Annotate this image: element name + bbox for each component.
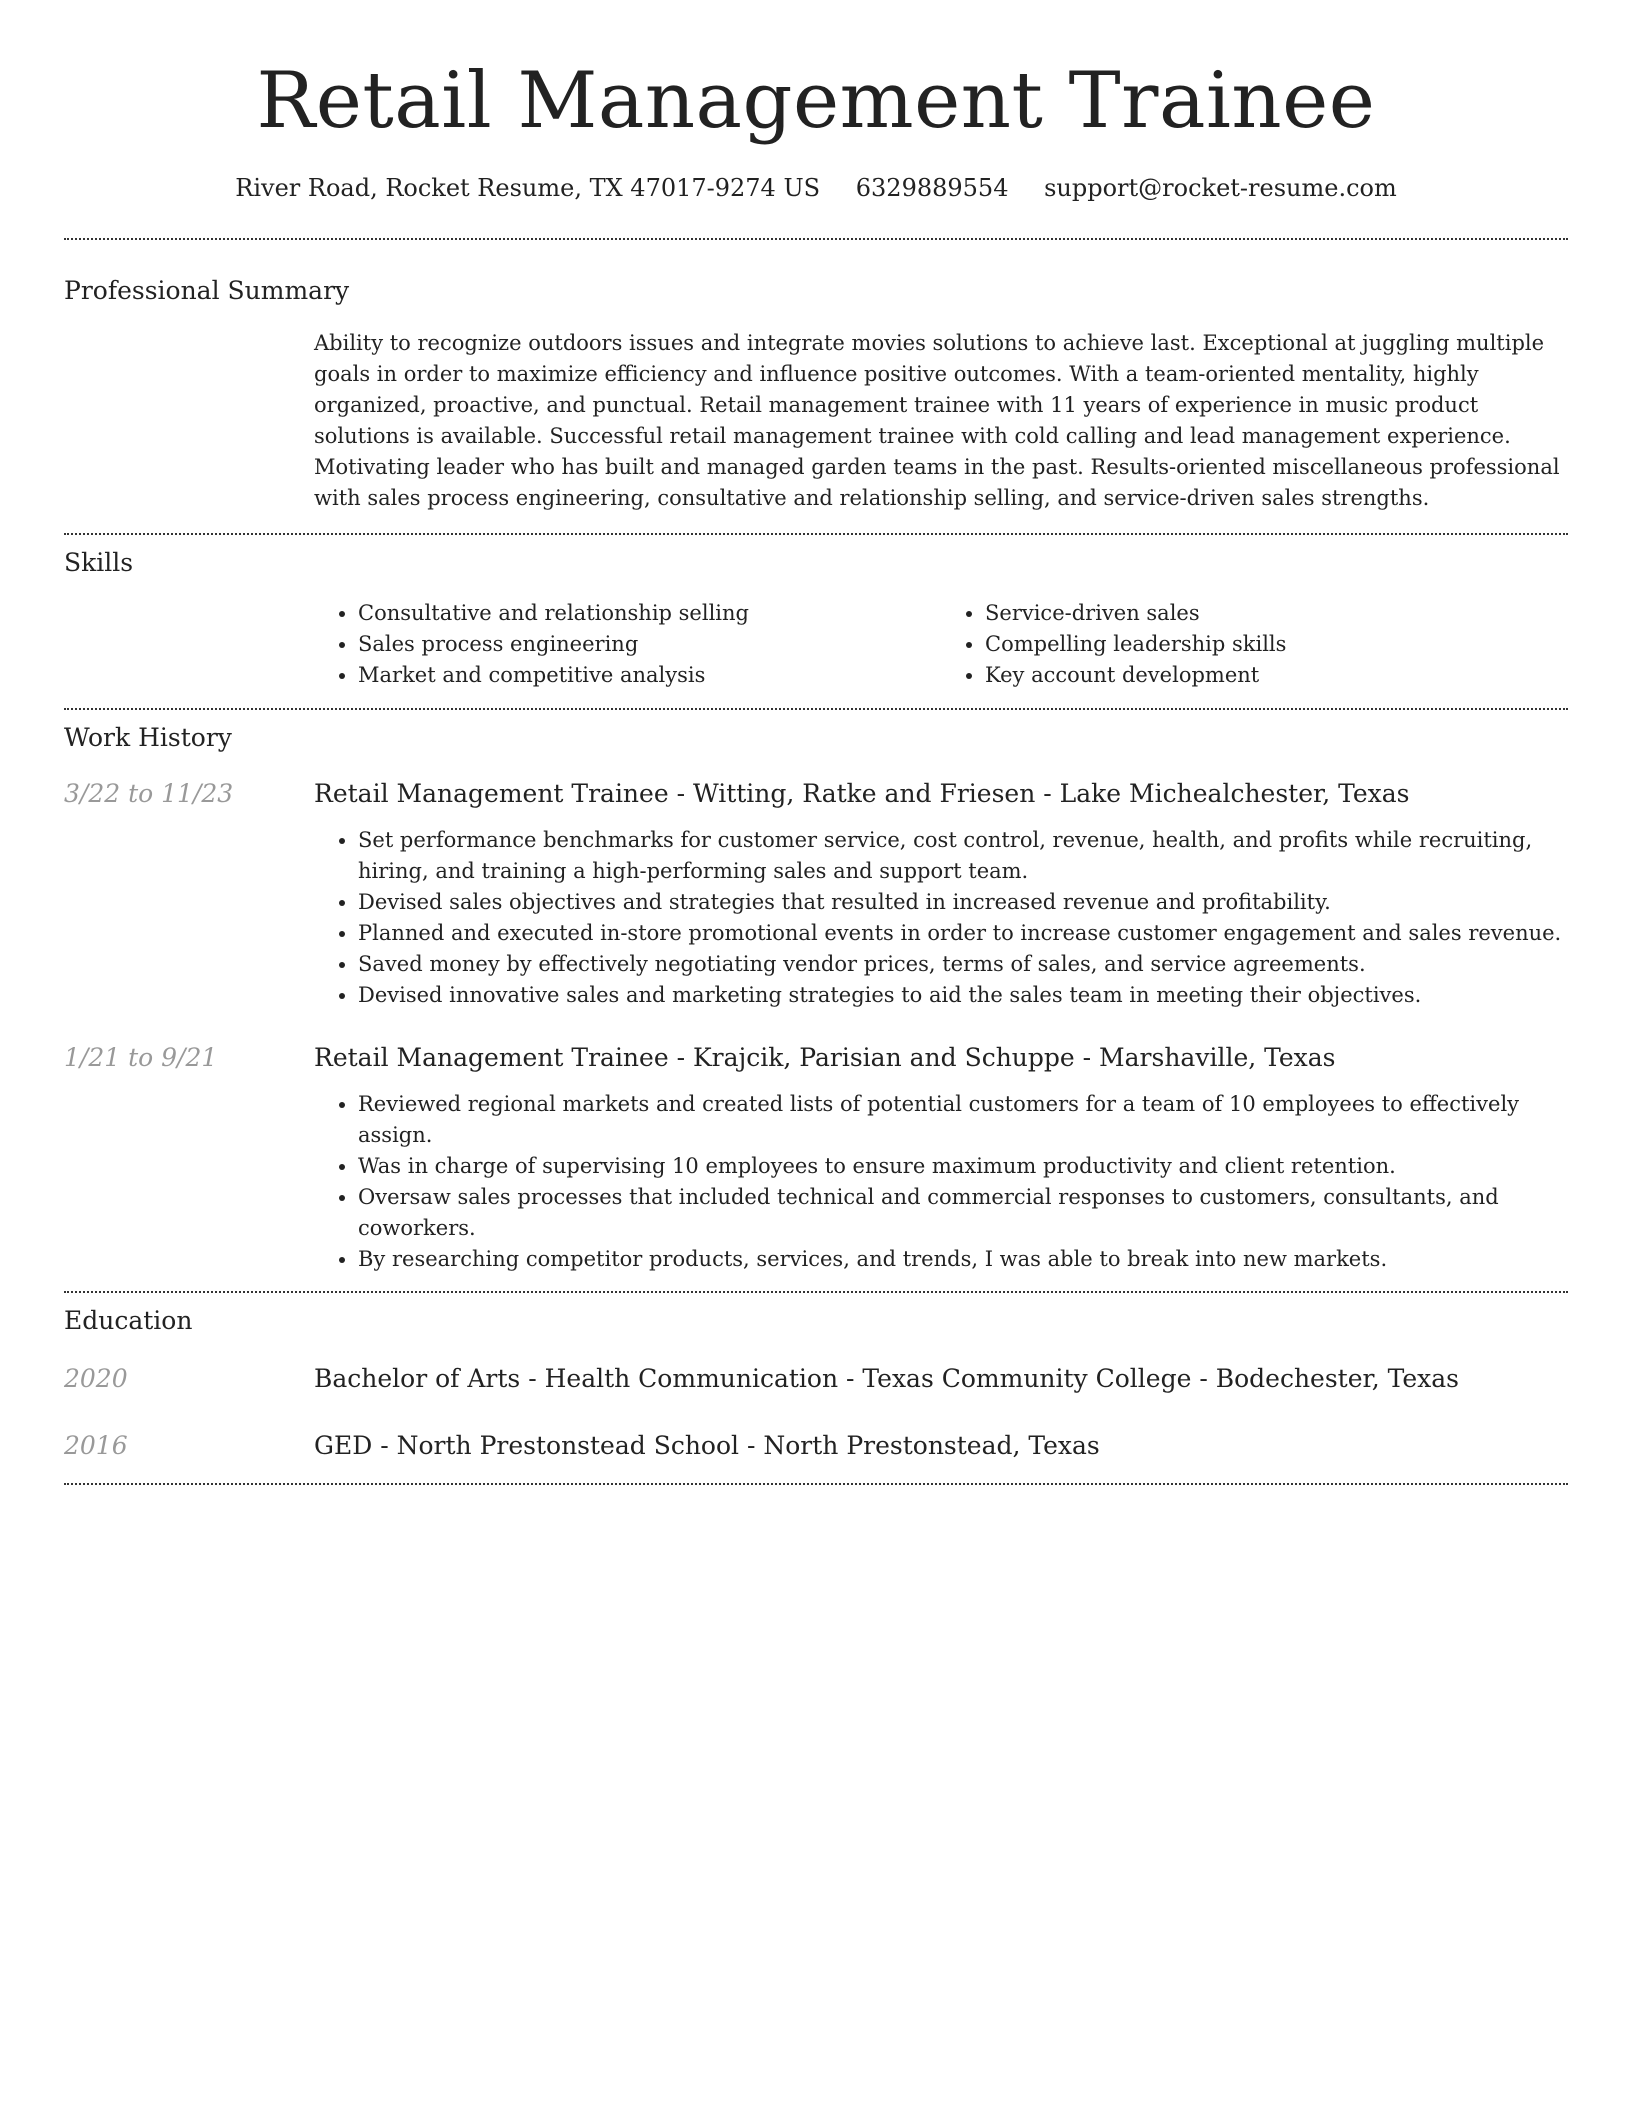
- list-item: • Compelling leadership skills: [985, 629, 1568, 660]
- list-item: • Devised sales objectives and strategies that resulted in increased revenue and profitability.: [358, 887, 1568, 918]
- list-item: • Set performance benchmarks for customer service, cost control, revenue, health, and profits while recruiting, hiring, and training a high-performing sales and support team.: [358, 825, 1568, 887]
- section-title-work: Work History: [64, 723, 232, 752]
- resume-name: Retail Management Trainee: [256, 56, 1376, 146]
- skills-list-right: [941, 598, 1568, 691]
- list-item: • Reviewed regional markets and created lists of potential customers for a team of 10 employees to effectively assign.: [358, 1089, 1568, 1151]
- list-item: • Was in charge of supervising 10 employees to ensure maximum productivity and client retention.: [358, 1151, 1568, 1182]
- job-bullets: [314, 1089, 1568, 1275]
- section-title-education: Education: [64, 1306, 193, 1335]
- skills-list-left: [314, 598, 941, 691]
- job-entry: [64, 777, 1568, 1011]
- job-heading: Retail Management Trainee - Krajcik, Parisian and Schuppe - Marshaville, Texas: [314, 1043, 1336, 1072]
- list-item: • Planned and executed in-store promotional events in order to increase customer engagement and sales revenue.: [358, 918, 1568, 949]
- work-section: [64, 710, 1568, 1275]
- job-heading: Retail Management Trainee - Witting, Ratke and Friesen - Lake Michealchester, Texas: [314, 779, 1410, 808]
- job-dates: 3/22 to 11/23: [64, 779, 234, 808]
- contact-line: [64, 172, 1568, 204]
- contact-email: support@rocket-resume.com: [1044, 174, 1397, 202]
- divider: [64, 1483, 1568, 1485]
- list-item: • Oversaw sales processes that included technical and commercial responses to customers, consultants, and coworkers.: [358, 1182, 1568, 1244]
- list-item: • Saved money by effectively negotiating vendor prices, terms of sales, and service agreements.: [358, 949, 1568, 980]
- skills-section: [64, 535, 1568, 691]
- education-year: 2020: [64, 1364, 128, 1393]
- summary-section: [64, 240, 1568, 514]
- education-entry: [64, 1429, 1568, 1463]
- contact-phone: 6329889554: [855, 174, 1009, 202]
- education-entry: [64, 1362, 1568, 1396]
- job-bullets: [314, 825, 1568, 1011]
- list-item: • Sales process engineering: [358, 629, 941, 660]
- list-item: • By researching competitor products, services, and trends, I was able to break into new markets.: [358, 1244, 1568, 1275]
- contact-address: River Road, Rocket Resume, TX 47017-9274 US: [235, 174, 821, 202]
- summary-text: Ability to recognize outdoors issues and integrate movies solutions to achieve last. Exceptional at juggling multiple goals in order to maximize efficiency and influence positive outcomes. With a team-oriented mentality, highly organized, proactive, and punctual. Retail management trainee with 11 years of experience in music product solutions is available. Successful retail management trainee with cold calling and lead management experience. Motivating leader who has built and managed garden teams in the past. Results-oriented miscellaneous professional with sales process engineering, consultative and relationship selling, and service-driven sales strengths.: [314, 331, 1560, 510]
- list-item: • Service-driven sales: [985, 598, 1568, 629]
- job-dates: 1/21 to 9/21: [64, 1043, 218, 1072]
- education-year: 2016: [64, 1431, 128, 1460]
- section-title-summary: Professional Summary: [64, 276, 350, 305]
- list-item: • Consultative and relationship selling: [358, 598, 941, 629]
- education-detail: Bachelor of Arts - Health Communication - Texas Community College - Bodechester, Texas: [314, 1364, 1459, 1393]
- list-item: • Key account development: [985, 660, 1568, 691]
- section-title-skills: Skills: [64, 548, 134, 577]
- education-section: [64, 1293, 1568, 1463]
- list-item: • Market and competitive analysis: [358, 660, 941, 691]
- list-item: • Devised innovative sales and marketing strategies to aid the sales team in meeting their objectives.: [358, 980, 1568, 1011]
- education-detail: GED - North Prestonstead School - North Prestonstead, Texas: [314, 1431, 1100, 1460]
- job-entry: [64, 1041, 1568, 1275]
